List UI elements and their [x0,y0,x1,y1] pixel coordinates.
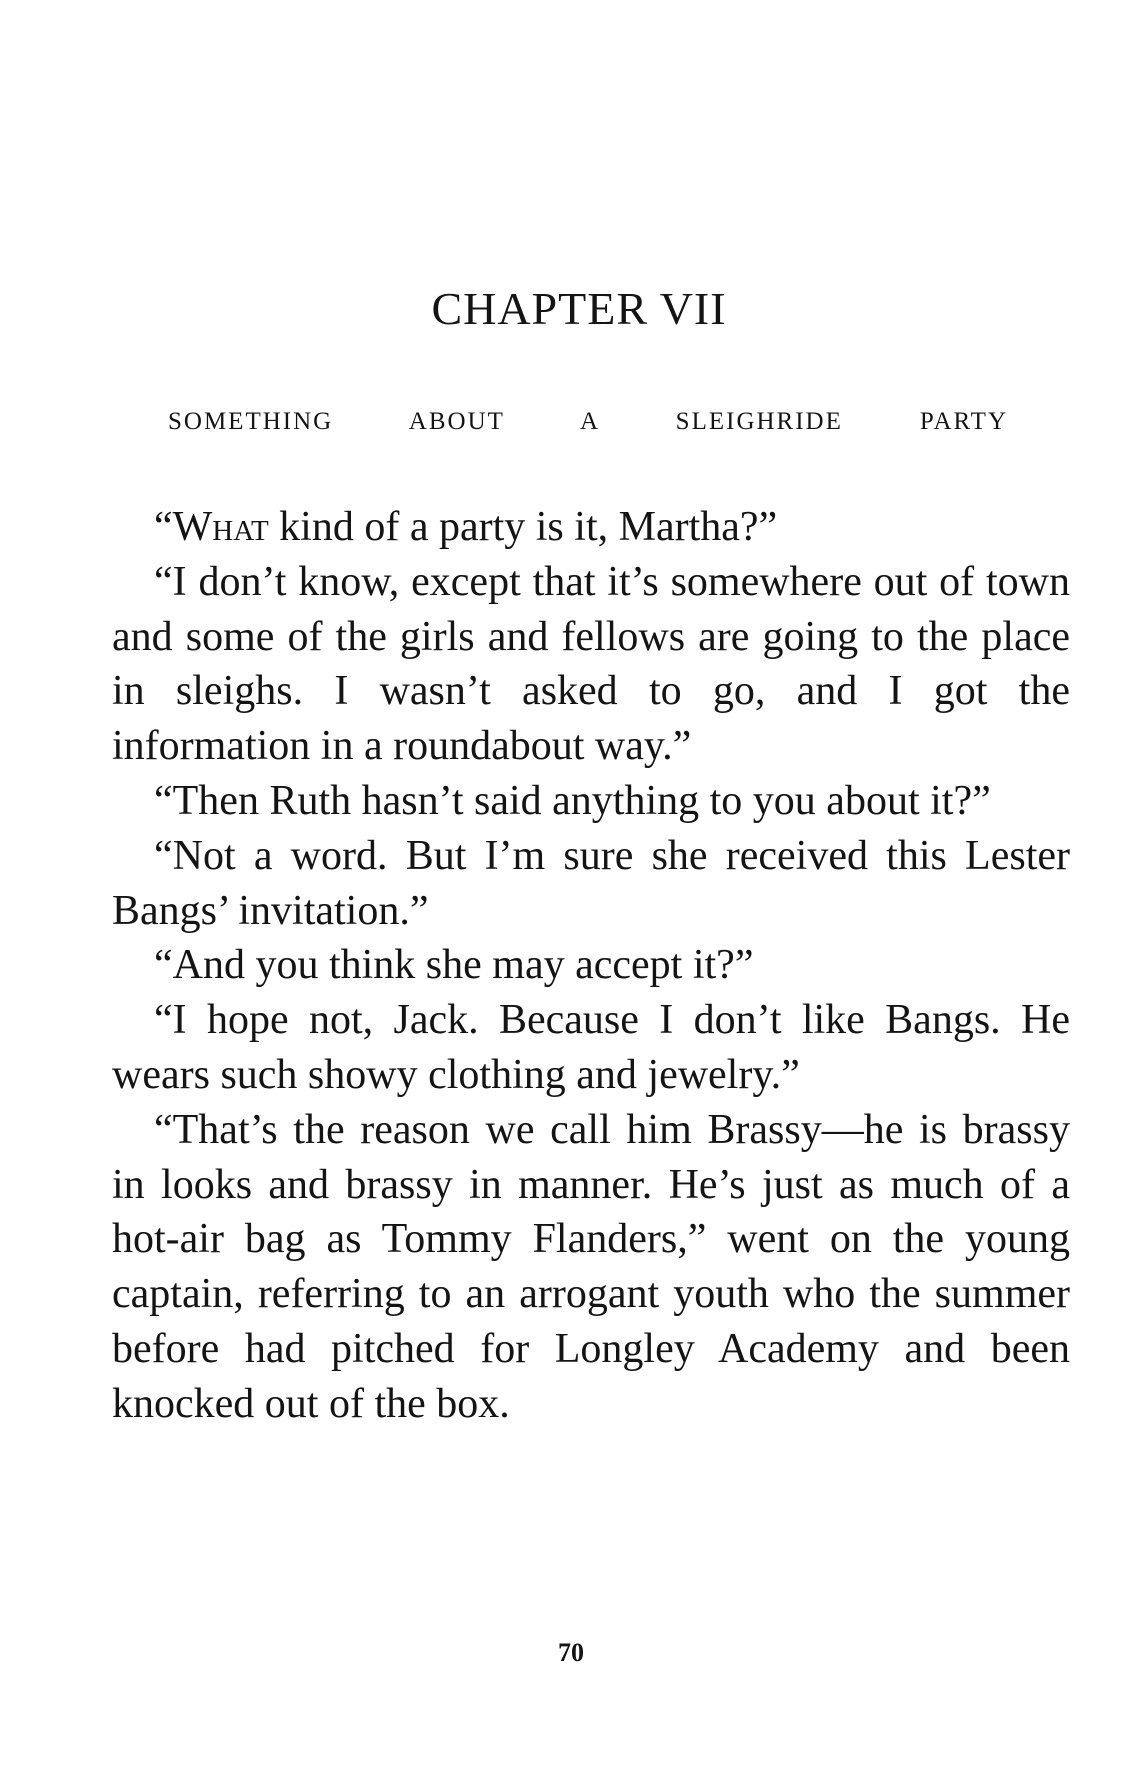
page-number: 70 [558,1638,584,1667]
paragraph-6: “I hope not, Jack. Because I don’t like Bangs. He wears such showy clothing and jewelry.” [112,997,1070,1098]
paragraph-1-lead: “What [154,504,269,550]
body-text [112,500,1070,1432]
paragraph-1 [112,500,1070,555]
chapter-subtitle: SOMETHING ABOUT A SLEIGHRIDE PARTY [168,408,1008,435]
paragraph-4: “Not a word. But I’m sure she received this Lester Bangs’ invitation.” [112,832,1070,934]
paragraph-7: “That’s the reason we call him Brassy—he is brassy in looks and brassy in manner. He’s just as much of a hot-air bag as Tommy Flanders,” went on the young captain, referring to an arrogant youth who the summer before had pitched for Longley Academy and been knocked out of the box. [112,1106,1070,1427]
paragraph-2: “I don’t know, except that it’s somewhere out of town and some of the girls and fellows are going to the place in sleighs. I wasn’t asked to go, and I got the information in a roundabout way.” [112,558,1070,770]
paragraph-3: “Then Ruth hasn’t said anything to you about it?” [154,777,991,824]
paragraph-1-text: kind of a party is it, Martha?” [268,504,778,550]
paragraph-5: “And you think she may accept it?” [154,942,754,989]
chapter-title: CHAPTER VII [431,283,727,334]
